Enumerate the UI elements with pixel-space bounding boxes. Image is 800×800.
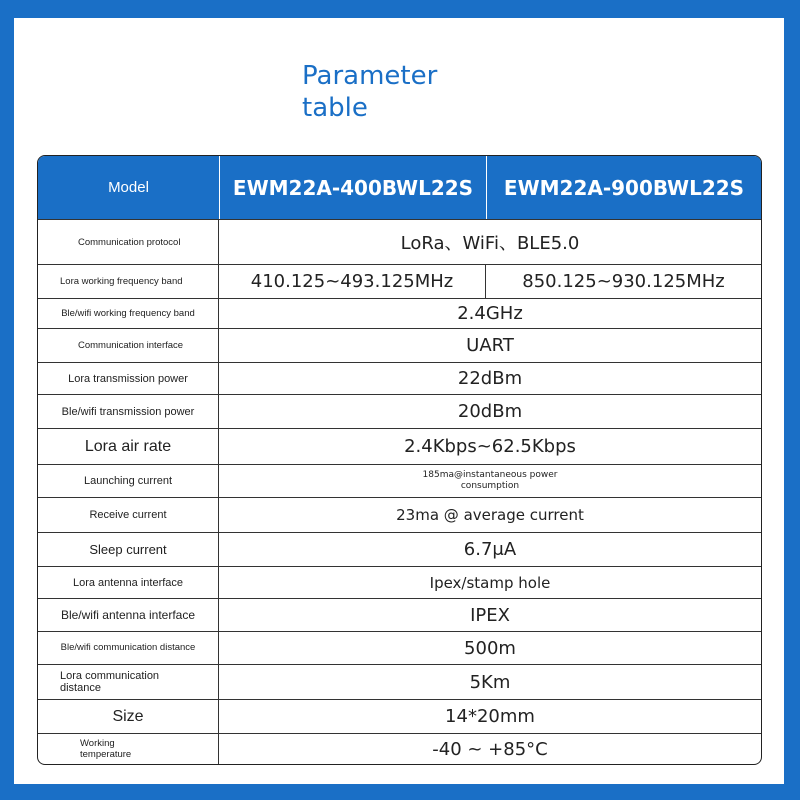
row-label: Receive current (38, 498, 219, 532)
row-label: Communication protocol (38, 220, 219, 264)
row-value: UART (466, 335, 514, 356)
row-label: Lora transmission power (38, 363, 219, 394)
row-value: 2.4GHz (457, 303, 523, 324)
row-value (219, 465, 761, 497)
table-row (38, 497, 761, 532)
row-label: Size (38, 700, 219, 733)
table-header (38, 156, 761, 219)
table-row (38, 733, 761, 764)
row-value: 500m (464, 637, 516, 659)
row-label: Ble/wifi antenna interface (38, 599, 219, 631)
header-model-a: EWM22A-400BWL22S (220, 156, 487, 219)
row-value-text: 185ma@instantaneous power consumption (422, 470, 558, 491)
table-row (38, 219, 761, 264)
table-row (38, 264, 761, 298)
row-value-a: 410.125~493.125MHz (219, 265, 486, 298)
table-row (38, 664, 761, 699)
table-row (38, 532, 761, 566)
row-label: Ble/wifi transmission power (38, 395, 219, 428)
parameter-table (37, 155, 762, 765)
header-model-b: EWM22A-900BWL22S (503, 175, 745, 200)
row-value: 6.7μA (463, 539, 517, 560)
row-label: Lora working frequency band (38, 265, 219, 298)
row-label: Ble/wifi working frequency band (38, 299, 219, 328)
row-label: Communication interface (38, 329, 219, 362)
row-value-b: 850.125~930.125MHz (522, 271, 725, 292)
table-row (38, 362, 761, 394)
row-value: 20dBm (457, 401, 523, 422)
page-title (302, 60, 437, 124)
row-label: Lora antenna interface (38, 567, 219, 598)
row-label (38, 734, 219, 764)
table-row (38, 699, 761, 733)
row-value: 22dBm (457, 368, 523, 389)
row-label: Lora air rate (38, 429, 219, 464)
row-value: LoRa、WiFi、BLE5.0 (400, 233, 580, 254)
table-row (38, 631, 761, 664)
row-label: Sleep current (38, 533, 219, 566)
table-row (38, 566, 761, 598)
table-row (38, 598, 761, 631)
row-value: IPEX (470, 604, 510, 626)
header-model-label: Model (38, 156, 220, 219)
row-label (38, 665, 219, 699)
table-row (38, 464, 761, 497)
row-label-text: Working temperature (80, 738, 132, 760)
row-value: 2.4Kbps~62.5Kbps (404, 436, 576, 457)
row-value: 5Km (469, 671, 511, 693)
table-row (38, 298, 761, 328)
row-value: 23ma @ average current (396, 506, 584, 524)
row-value: 14*20mm (445, 706, 535, 727)
row-value: Ipex/stamp hole (429, 573, 551, 592)
title-line-2: table (302, 93, 368, 123)
row-label: Launching current (38, 465, 219, 497)
row-label: Ble/wifi communication distance (38, 632, 219, 664)
table-row (38, 328, 761, 362)
row-label-text: Lora communication distance (60, 670, 160, 694)
table-row (38, 428, 761, 464)
table-row (38, 394, 761, 428)
row-value: -40 ~ +85°C (432, 738, 548, 760)
title-line-1: Parameter (302, 61, 438, 91)
row-value-split (219, 265, 761, 298)
